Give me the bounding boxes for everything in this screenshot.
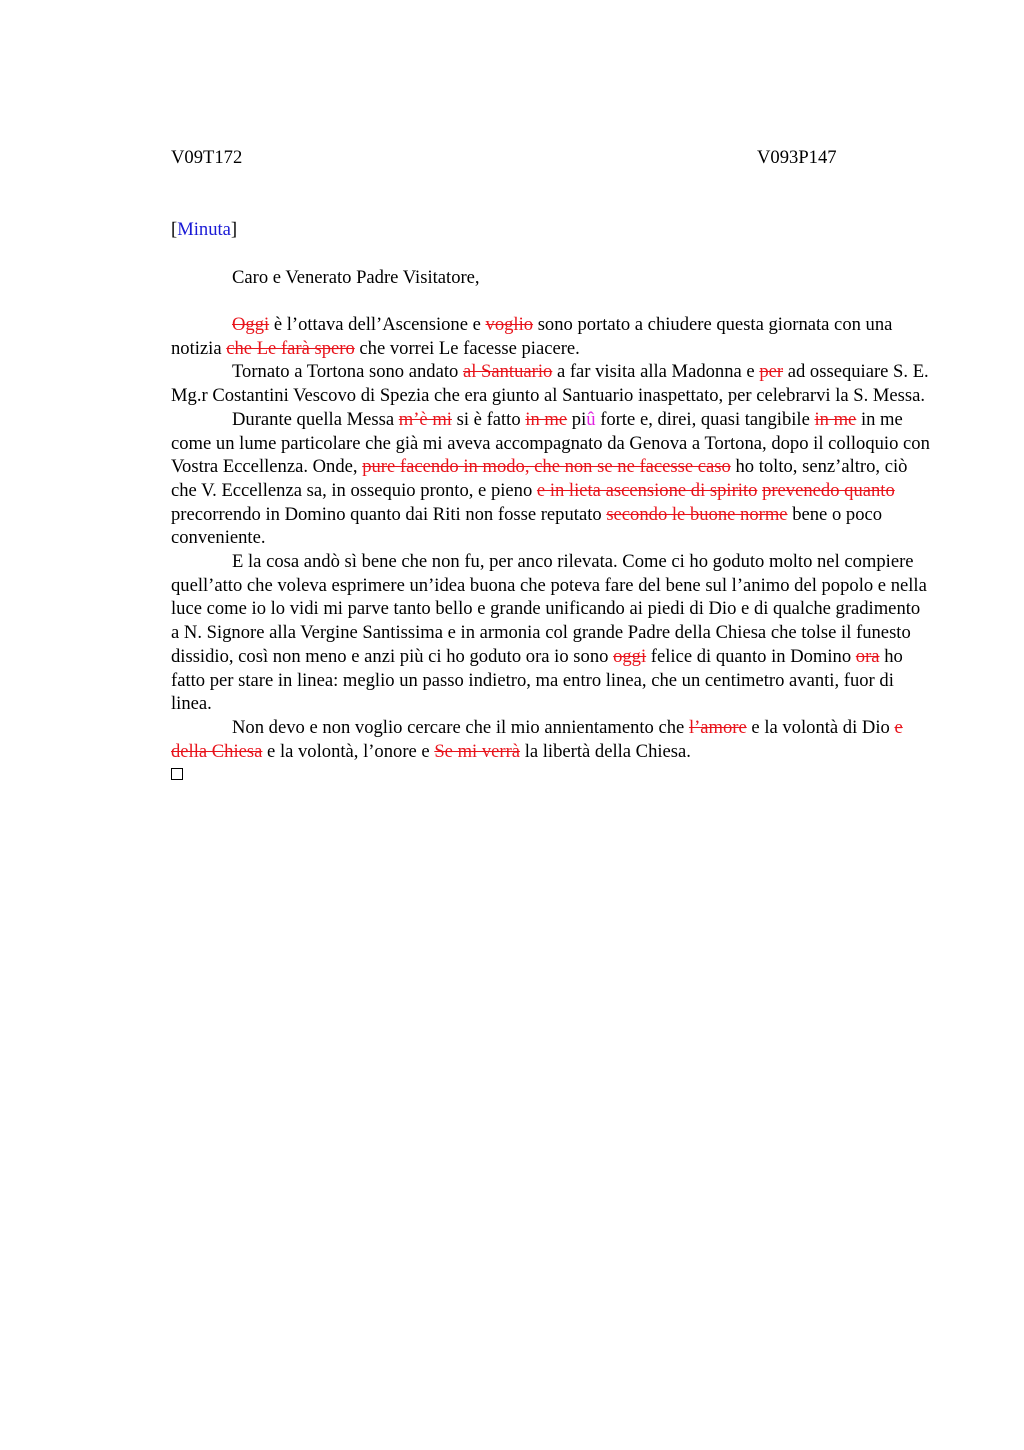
paragraph-3 xyxy=(171,408,931,550)
letter-body xyxy=(171,313,931,787)
text-run: che vorrei Le facesse piacere. xyxy=(354,337,580,359)
minuta-close-bracket: ] xyxy=(230,219,238,240)
text-run: si è fatto xyxy=(451,408,526,430)
deleted-text: voglio xyxy=(485,314,534,335)
text-run: pi xyxy=(567,408,587,430)
minuta-open-bracket: [ xyxy=(171,219,178,240)
deleted-text: Oggi xyxy=(232,314,270,335)
paragraph-4 xyxy=(171,550,931,716)
deleted-text: l’amore xyxy=(688,716,747,738)
paragraph-1 xyxy=(171,313,931,360)
deleted-text: e in lieta ascensione di spirito xyxy=(536,479,758,501)
deleted-text: prevenedo quanto xyxy=(762,479,895,501)
deleted-text: per xyxy=(759,361,784,383)
text-run: E la cosa andò sì bene che non fu, per anco rilevata. Come ci ho goduto molto nel compiere quell’atto che voleva esprimere un’idea buona che poteva fare del bene sul l’animo del popolo e nella luce come io lo vidi mi parve tanto bello e grande unificando ai piedi di Dio e di qualche gradimento a N. Signore alla Vergine Santissima e in armonia col grande Padre della Chiesa che tolse il funesto dissidio, così non meno e anzi più ci ho goduto ora io sono xyxy=(171,551,927,667)
text-run: e la volontà di Dio xyxy=(746,716,895,738)
text-run: ho fatto per stare in linea: meglio un passo indietro, ma entro linea, che un centimetro avanti, fuor di linea. xyxy=(171,645,903,715)
deleted-text: pure facendo in modo, che non se ne facesse caso xyxy=(362,456,731,478)
deleted-text: e della Chiesa xyxy=(171,716,903,762)
paragraph-5 xyxy=(171,716,931,763)
paragraph-2 xyxy=(171,360,931,407)
minuta-text: Minuta xyxy=(177,219,231,240)
deleted-text: m’è mi xyxy=(398,408,452,430)
text-run: ho tolto, senz’altro, ciò che V. Eccellenza sa, in ossequio pronto, e pieno xyxy=(171,456,908,501)
deleted-text: in me xyxy=(525,408,568,430)
text-run: Tornato a Tortona sono andato xyxy=(232,361,463,383)
deleted-text: al Santuario xyxy=(462,361,553,383)
text-run: felice di quanto in Domino xyxy=(646,645,856,667)
text-run: Durante quella Messa xyxy=(232,408,399,430)
text-run: sono portato a chiudere questa giornata con una notizia xyxy=(171,314,893,359)
end-mark-box xyxy=(171,768,183,780)
text-run: e la volontà, l’onore e xyxy=(262,740,435,762)
text-run: è l’ottava dell’Ascensione e xyxy=(269,314,486,335)
document-code-left: V09T172 xyxy=(171,147,243,168)
text-run: forte e, direi, quasi tangibile xyxy=(595,408,815,430)
deleted-text: Se mi verrà xyxy=(434,740,521,762)
deleted-text: oggi xyxy=(613,645,647,667)
document-code-right: V093P147 xyxy=(757,147,837,168)
text-run: ad ossequiare S. E. Mg.r Costantini Vescovo di Spezia che era giunto al Santuario inaspettato, per celebrarvi la S. Messa. xyxy=(171,361,929,407)
text-run: precorrendo in Domino quanto dai Riti non fosse reputato xyxy=(171,503,607,525)
minuta-label xyxy=(171,218,237,242)
text-run: in me come un lume particolare che già mi aveva accompagnato da Genova a Tortona, dopo il colloquio con Vostra Eccellenza. Onde, xyxy=(171,408,930,478)
deleted-text: secondo le buone norme xyxy=(606,503,788,525)
text-run: la libertà della Chiesa. xyxy=(520,740,691,762)
text-run: a far visita alla Madonna e xyxy=(552,361,760,383)
salutation: Caro e Venerato Padre Visitatore, xyxy=(232,267,480,288)
text-run: Non devo e non voglio cercare che il mio annientamento che xyxy=(232,716,689,738)
deleted-text: in me xyxy=(814,408,857,430)
deleted-text: che Le farà spero xyxy=(226,337,355,359)
text-run: bene o poco conveniente. xyxy=(171,503,883,549)
deleted-text: ora xyxy=(855,645,880,667)
highlighted-text: û xyxy=(586,408,596,430)
